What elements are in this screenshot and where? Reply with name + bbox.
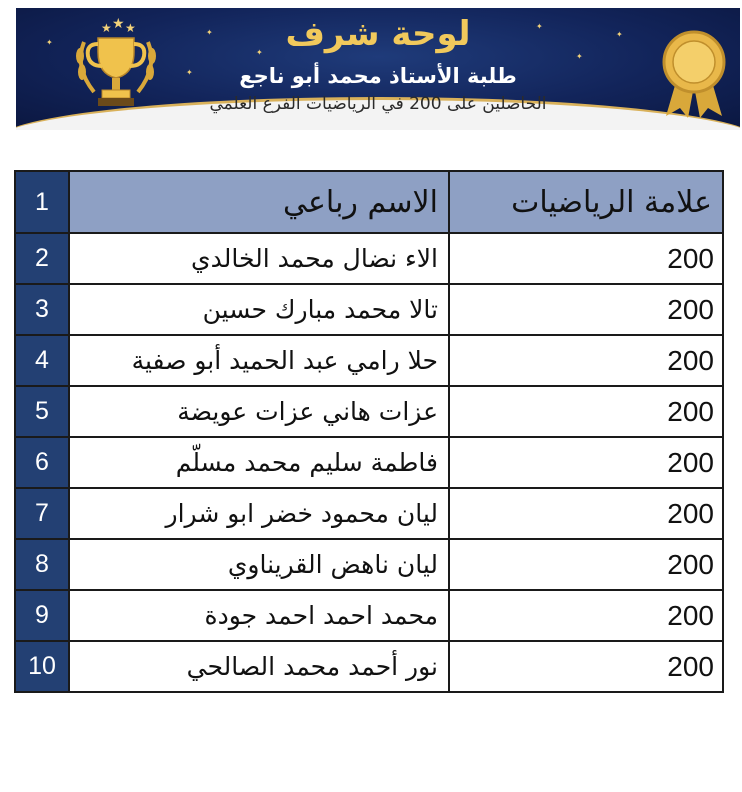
row-score-cell: 200 <box>449 488 723 539</box>
banner-title: لوحة شرف <box>285 14 471 54</box>
row-score-cell: 200 <box>449 641 723 692</box>
table-row <box>15 641 723 692</box>
honor-banner <box>16 8 740 130</box>
sparkle: ✦ <box>186 68 193 77</box>
row-name-cell: عزات هاني عزات عويضة <box>69 386 449 437</box>
table-row <box>15 539 723 590</box>
svg-text:★: ★ <box>112 16 125 32</box>
header-score-cell: علامة الرياضيات <box>449 171 723 233</box>
row-name-cell: فاطمة سليم محمد مسلّم <box>69 437 449 488</box>
sparkle: ✦ <box>576 52 583 61</box>
row-name-cell: الاء نضال محمد الخالدي <box>69 233 449 284</box>
honor-table <box>14 170 724 693</box>
row-score-cell: 200 <box>449 233 723 284</box>
row-num-cell: 9 <box>15 590 69 641</box>
table-row <box>15 386 723 437</box>
header-name-cell: الاسم رباعي <box>69 171 449 233</box>
row-num-cell: 8 <box>15 539 69 590</box>
row-score-cell: 200 <box>449 284 723 335</box>
sparkle: ✦ <box>616 30 623 39</box>
table-row <box>15 590 723 641</box>
row-num-cell: 4 <box>15 335 69 386</box>
row-name-cell: حلا رامي عبد الحميد أبو صفية <box>69 335 449 386</box>
row-name-cell: ليان محمود خضر ابو شرار <box>69 488 449 539</box>
row-score-cell: 200 <box>449 437 723 488</box>
svg-text:★: ★ <box>101 21 112 35</box>
row-name-cell: نور أحمد محمد الصالحي <box>69 641 449 692</box>
row-num-cell: 7 <box>15 488 69 539</box>
row-num-cell: 10 <box>15 641 69 692</box>
row-name-cell: ليان ناهض القريناوي <box>69 539 449 590</box>
row-score-cell: 200 <box>449 335 723 386</box>
table-row <box>15 284 723 335</box>
row-name-cell: تالا محمد مبارك حسين <box>69 284 449 335</box>
banner-subtitle: طلبة الأستاذ محمد أبو ناجع <box>239 64 517 88</box>
table-row <box>15 437 723 488</box>
row-score-cell: 200 <box>449 386 723 437</box>
row-num-cell: 5 <box>15 386 69 437</box>
table-row <box>15 335 723 386</box>
sparkle: ✦ <box>206 28 213 37</box>
sparkle: ✦ <box>46 38 53 47</box>
row-num-cell: 6 <box>15 437 69 488</box>
row-score-cell: 200 <box>449 590 723 641</box>
svg-text:★: ★ <box>125 21 136 35</box>
sparkle: ✦ <box>536 22 543 31</box>
row-score-cell: 200 <box>449 539 723 590</box>
banner-caption: الحاصلين على 200 في الرياضيات الفرع العلمي <box>209 94 547 114</box>
row-num-cell: 2 <box>15 233 69 284</box>
table-header-row <box>15 171 723 233</box>
row-num-cell: 3 <box>15 284 69 335</box>
results-table <box>14 170 714 693</box>
header-num-cell: 1 <box>15 171 69 233</box>
sparkle: ✦ <box>256 48 263 57</box>
table-row <box>15 488 723 539</box>
table-row <box>15 233 723 284</box>
row-name-cell: محمد احمد احمد جودة <box>69 590 449 641</box>
